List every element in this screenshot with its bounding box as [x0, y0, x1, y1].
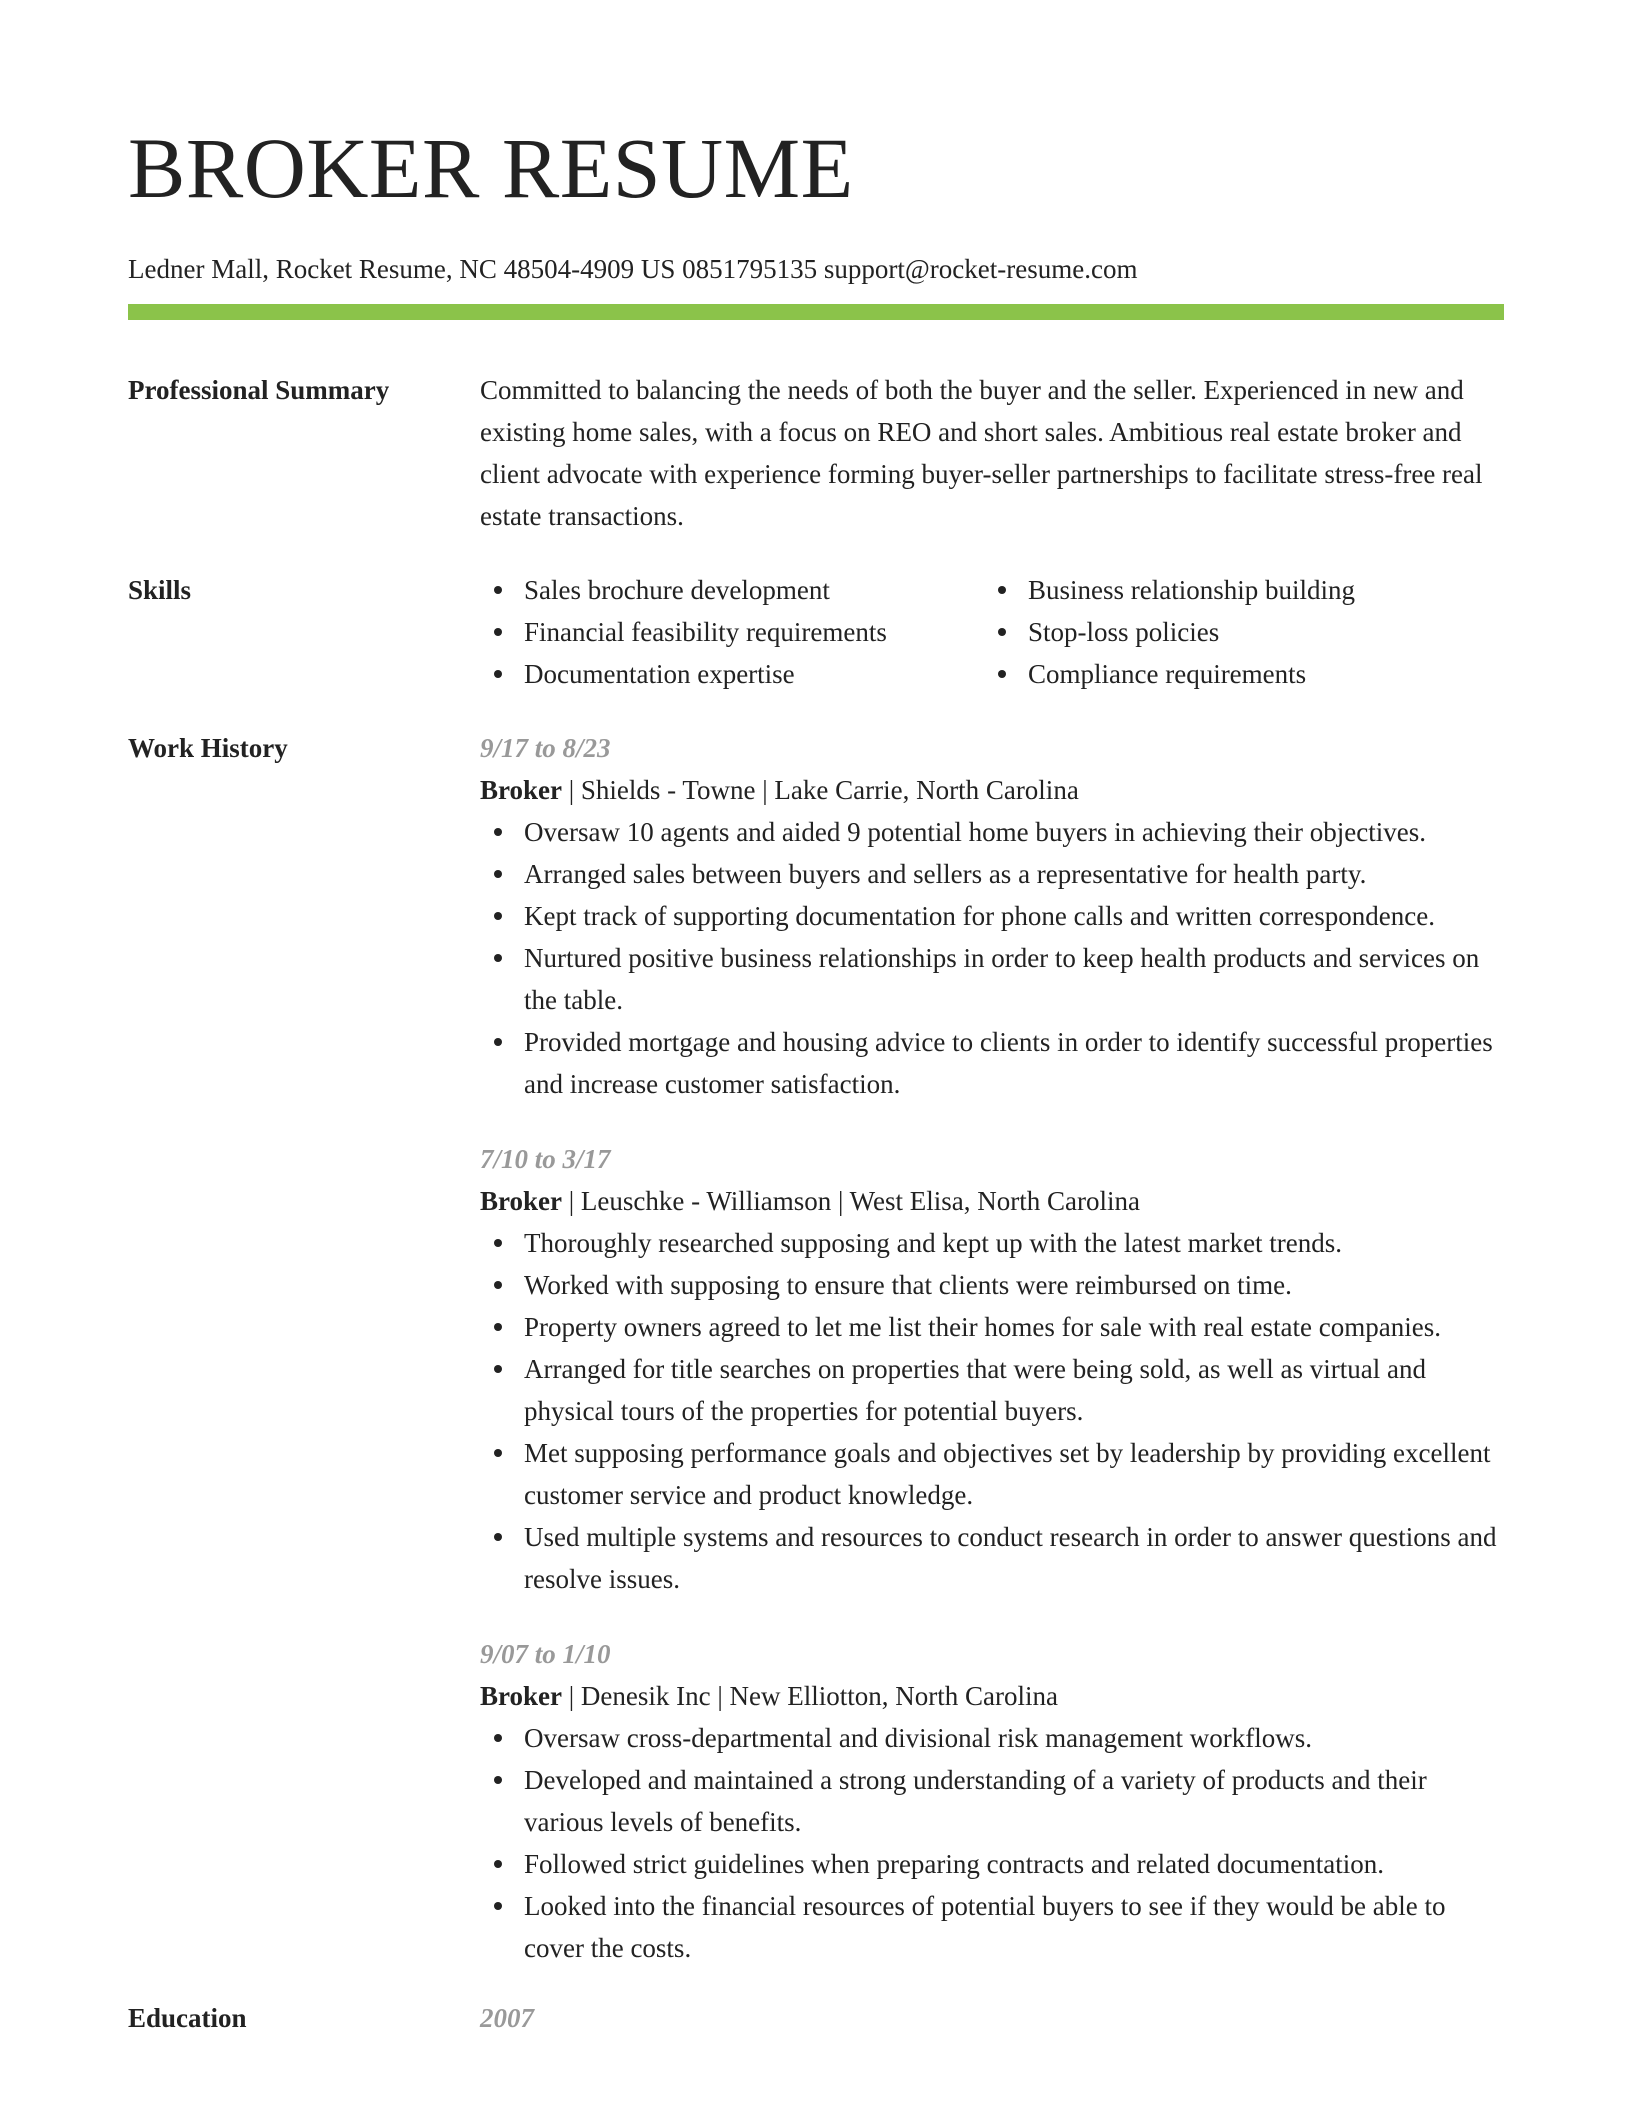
job-bullet: Oversaw 10 agents and aided 9 potential home buyers in achieving their objectives. [480, 811, 1504, 853]
job-date: 7/10 to 3/17 [480, 1144, 611, 1174]
job-details: | Shields - Towne | Lake Carrie, North Carolina [562, 775, 1079, 805]
section-label-work: Work History [128, 733, 288, 763]
job-bullet: Used multiple systems and resources to conduct research in order to answer questions and resolve issues. [480, 1516, 1504, 1600]
job-bullets [480, 1222, 1504, 1600]
job-title: Broker [480, 775, 562, 805]
skills-list-left [480, 569, 984, 695]
section-label-education: Education [128, 2003, 247, 2033]
skills-list-right [984, 569, 1488, 695]
skill-item: Stop-loss policies [984, 611, 1488, 653]
skill-item: Business relationship building [984, 569, 1488, 611]
resume-title: BROKER RESUME [128, 120, 854, 216]
job-bullets [480, 1717, 1504, 1969]
skill-item: Sales brochure development [480, 569, 984, 611]
job-bullet: Provided mortgage and housing advice to clients in order to identify successful properties and increase customer satisfaction. [480, 1021, 1504, 1105]
job-bullet: Worked with supposing to ensure that clients were reimbursed on time. [480, 1264, 1504, 1306]
job-entry [480, 1633, 1504, 1969]
job-title: Broker [480, 1186, 562, 1216]
skill-item: Compliance requirements [984, 653, 1488, 695]
job-bullet: Met supposing performance goals and objectives set by leadership by providing excellent customer service and product knowledge. [480, 1432, 1504, 1516]
job-heading [480, 1180, 1504, 1222]
job-details: | Denesik Inc | New Elliotton, North Carolina [562, 1681, 1058, 1711]
job-entry [480, 727, 1504, 1105]
job-title: Broker [480, 1681, 562, 1711]
job-date: 9/17 to 8/23 [480, 733, 611, 763]
job-heading [480, 769, 1504, 811]
job-date: 9/07 to 1/10 [480, 1639, 611, 1669]
job-bullet: Arranged for title searches on properties that were being sold, as well as virtual and physical tours of the properties for potential buyers. [480, 1348, 1504, 1432]
section-label-summary: Professional Summary [128, 375, 390, 405]
skill-item: Financial feasibility requirements [480, 611, 984, 653]
job-bullet: Property owners agreed to let me list their homes for sale with real estate companies. [480, 1306, 1504, 1348]
job-bullet: Kept track of supporting documentation for phone calls and written correspondence. [480, 895, 1504, 937]
accent-divider [128, 304, 1504, 320]
job-bullet: Looked into the financial resources of potential buyers to see if they would be able to cover the costs. [480, 1885, 1504, 1969]
job-bullet: Nurtured positive business relationships in order to keep health products and services on the table. [480, 937, 1504, 1021]
job-bullet: Followed strict guidelines when preparing contracts and related documentation. [480, 1843, 1504, 1885]
section-label-skills: Skills [128, 575, 192, 605]
professional-summary-section [128, 369, 1504, 537]
education-section [128, 1997, 1504, 2039]
work-history-section [128, 727, 1504, 1969]
job-bullet: Arranged sales between buyers and sellers as a representative for health party. [480, 853, 1504, 895]
job-bullet: Thoroughly researched supposing and kept up with the latest market trends. [480, 1222, 1504, 1264]
education-date: 2007 [480, 2003, 534, 2033]
job-bullet: Developed and maintained a strong understanding of a variety of products and their various levels of benefits. [480, 1759, 1504, 1843]
job-heading [480, 1675, 1504, 1717]
skills-grid [480, 569, 1504, 695]
skills-section [128, 569, 1504, 695]
job-details: | Leuschke - Williamson | West Elisa, North Carolina [562, 1186, 1140, 1216]
job-bullet: Oversaw cross-departmental and divisional risk management workflows. [480, 1717, 1504, 1759]
skill-item: Documentation expertise [480, 653, 984, 695]
contact-line: Ledner Mall, Rocket Resume, NC 48504-4909 US 0851795135 support@rocket-resume.com [128, 254, 1138, 284]
job-bullets [480, 811, 1504, 1105]
summary-text: Committed to balancing the needs of both the buyer and the seller. Experienced in new and existing home sales, with a focus on REO and short sales. Ambitious real estate broker and client advocate with experience forming buyer-seller partnerships to facilitate stress-free real estate transactions. [480, 375, 1483, 531]
job-entry [480, 1138, 1504, 1600]
